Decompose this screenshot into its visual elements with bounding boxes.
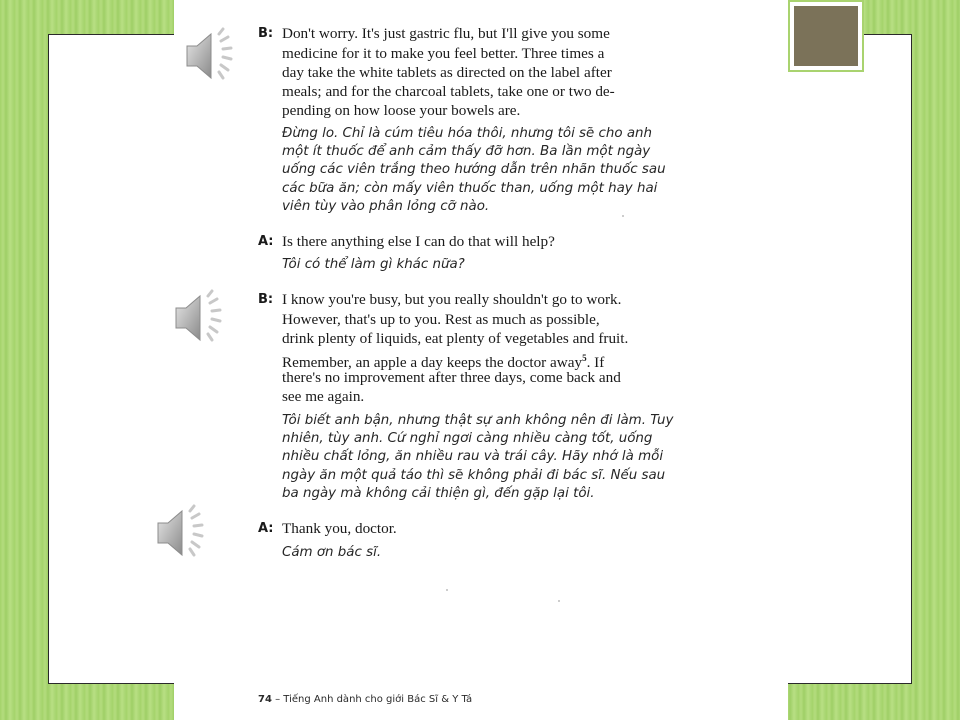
- dialogue-line-en: medicine for it to make you feel better. Three times a: [282, 45, 605, 62]
- dialogue-line-en: there's no improvement after three days, come back and: [282, 369, 621, 386]
- dialogue-line-en: Thank you, doctor.: [282, 520, 397, 537]
- speaker-label-a: A:: [258, 521, 274, 536]
- dialogue-line-en: [282, 348, 605, 372]
- translation-line-vi: một ít thuốc để anh cảm thấy đỡ hơn. Ba lần một ngày: [282, 144, 651, 159]
- page-number: 74: [258, 694, 272, 705]
- dialogue-line-en: Is there anything else I can do that will help?: [282, 233, 555, 250]
- dialogue-line-en: However, that's up to you. Rest as much as possible,: [282, 311, 600, 328]
- dialogue-line-en: day take the white tablets as directed on the label after: [282, 64, 612, 81]
- footer-separator: –: [275, 694, 281, 705]
- translation-line-vi: nhiều chất lỏng, ăn nhiều rau và trái cây. Hãy nhớ là mỗi: [282, 449, 664, 464]
- book-title: Tiếng Anh dành cho giới Bác Sĩ & Y Tá: [283, 694, 473, 705]
- speaker-label-b: B:: [258, 292, 274, 307]
- translation-line-vi: Đừng lo. Chỉ là cúm tiêu hóa thôi, nhưng tôi sẽ cho anh: [282, 126, 653, 141]
- decorative-square-inner: [794, 6, 858, 66]
- decorative-square: [788, 0, 864, 72]
- dialogue-line-en: Don't worry. It's just gastric flu, but I'll give you some: [282, 25, 610, 42]
- speaker-label-a: A:: [258, 234, 274, 249]
- speaker-label-b: B:: [258, 26, 274, 41]
- dialogue-line-en: pending on how loose your bowels are.: [282, 102, 521, 119]
- print-speck: [558, 600, 560, 602]
- footnote-marker: 5: [582, 353, 587, 363]
- dialogue-text: Remember, an apple a day keeps the doctor away: [282, 354, 583, 372]
- translation-line-vi: các bữa ăn; còn mấy viên thuốc than, uống một hay hai: [282, 181, 658, 196]
- page-footer: [258, 692, 472, 708]
- print-speck: [622, 215, 624, 217]
- speaker-audio-icon[interactable]: [172, 288, 234, 348]
- dialogue-line-en: see me again.: [282, 388, 365, 405]
- translation-line-vi: uống các viên trắng theo hướng dẫn trên nhãn thuốc sau: [282, 162, 666, 177]
- dialogue-line-en: I know you're busy, but you really shouldn't go to work.: [282, 291, 622, 308]
- dialogue-line-en: meals; and for the charcoal tablets, take one or two de-: [282, 83, 615, 100]
- dialogue-line-en: drink plenty of liquids, eat plenty of vegetables and fruit.: [282, 330, 629, 347]
- translation-line-vi: ba ngày mà không cải thiện gì, đến gặp lại tôi.: [282, 486, 595, 501]
- translation-line-vi: nhiên, tùy anh. Cứ nghỉ ngơi càng nhiều càng tốt, uống: [282, 431, 653, 446]
- translation-line-vi: Tôi biết anh bận, nhưng thật sự anh không nên đi làm. Tuy: [282, 413, 674, 428]
- speaker-audio-icon[interactable]: [183, 26, 245, 86]
- translation-line-vi: Tôi có thể làm gì khác nữa?: [282, 257, 465, 272]
- dialogue-text: . If: [586, 354, 605, 372]
- speaker-audio-icon[interactable]: [154, 503, 216, 563]
- translation-line-vi: Cám ơn bác sĩ.: [282, 545, 382, 560]
- translation-line-vi: ngày ăn một quả táo thì sẽ không phải đi bác sĩ. Nếu sau: [282, 468, 666, 483]
- book-page: [174, 0, 788, 720]
- print-speck: [446, 589, 448, 591]
- translation-line-vi: viên tùy vào phân lỏng cỡ nào.: [282, 199, 490, 214]
